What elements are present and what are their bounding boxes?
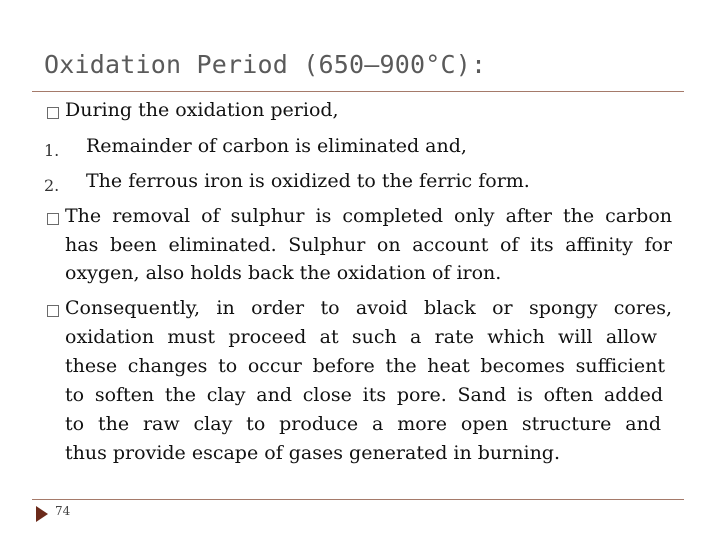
bullet-text: During the oxidation period, <box>65 99 339 121</box>
paragraph-line: Consequently, in order to avoid black or spongy cores, <box>65 297 672 319</box>
paragraph-line: The removal of sulphur is completed only after the carbon <box>65 205 672 227</box>
list-number: 1. <box>44 141 60 160</box>
paragraph-line: to soften the clay and close its pore. Sand is often added <box>65 384 663 406</box>
page-number: 74 <box>55 504 71 518</box>
paragraph-line: thus provide escape of gases generated in burning. <box>65 442 561 464</box>
triangle-marker-icon <box>36 506 48 522</box>
title-divider <box>32 91 684 92</box>
paragraph-line: oxygen, also holds back the oxidation of iron. <box>65 262 502 284</box>
slide-title: Oxidation Period (650–900°C): <box>44 50 487 79</box>
paragraph-line: these changes to occur before the heat becomes sufficient <box>65 355 665 377</box>
paragraph-line: oxidation must proceed at such a rate which will allow <box>65 326 657 348</box>
list-item-text: Remainder of carbon is eliminated and, <box>86 135 467 157</box>
footer-divider <box>32 499 684 500</box>
square-bullet-icon <box>47 213 59 225</box>
square-bullet-icon <box>47 305 59 317</box>
list-number: 2. <box>44 176 60 195</box>
paragraph-line: has been eliminated. Sulphur on account of its affinity for <box>65 234 672 256</box>
square-bullet-icon <box>47 107 59 119</box>
list-item-text: The ferrous iron is oxidized to the ferric form. <box>86 170 530 192</box>
paragraph-line: to the raw clay to produce a more open structure and <box>65 413 661 435</box>
